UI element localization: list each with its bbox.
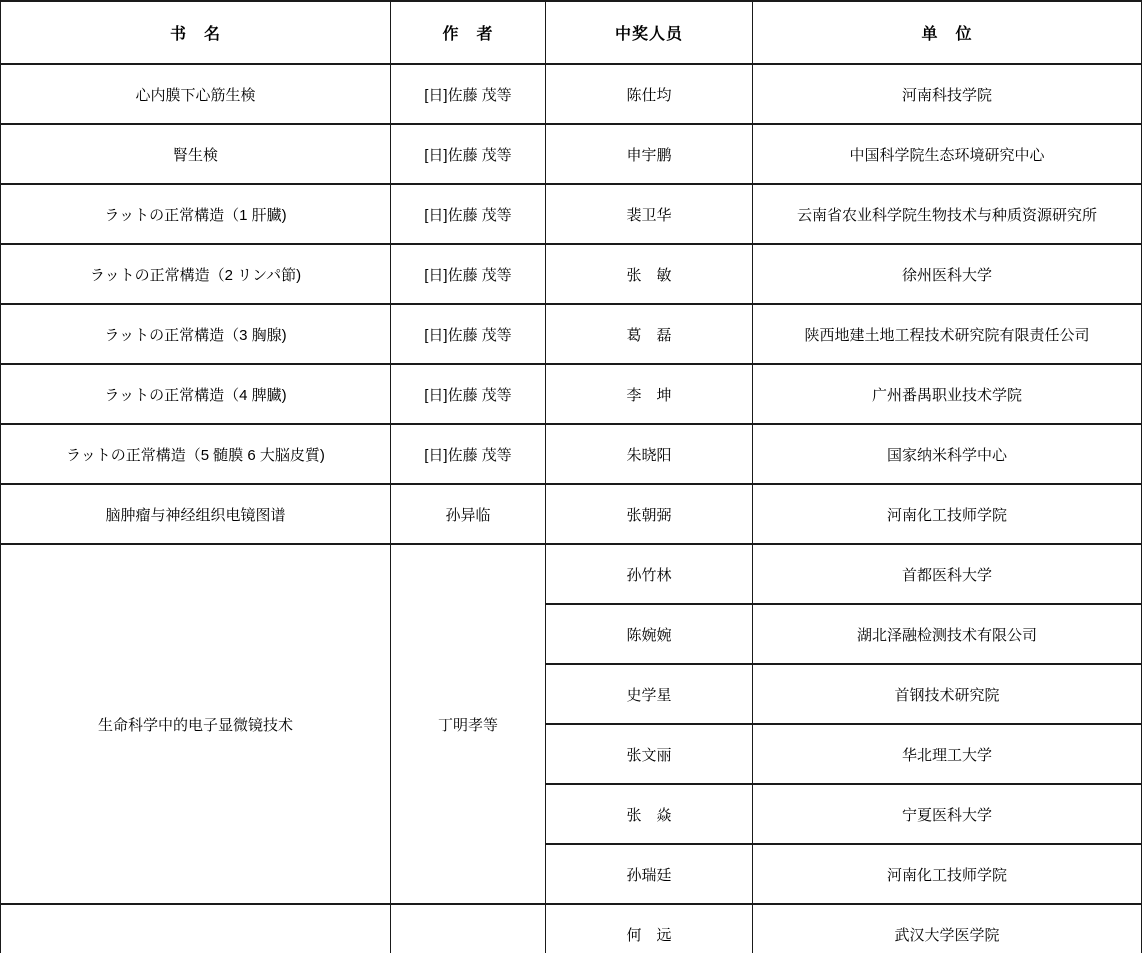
- organization-cell: 宁夏医科大学: [753, 784, 1142, 844]
- winner-name-cell: 申宇鹏: [546, 124, 753, 184]
- author-cell: [日]佐藤 茂等: [391, 364, 546, 424]
- header-row: [1, 1, 1142, 64]
- organization-cell: 湖北泽融检测技术有限公司: [753, 604, 1142, 664]
- winner-name-cell: 裴卫华: [546, 184, 753, 244]
- table-row: [1, 64, 1142, 124]
- winner-name-cell: 孙竹林: [546, 544, 753, 604]
- winner-name-cell: 陈婉婉: [546, 604, 753, 664]
- author-cell: [日]佐藤 茂等: [391, 64, 546, 124]
- winner-name-cell: 张文丽: [546, 724, 753, 784]
- organization-cell: 华北理工大学: [753, 724, 1142, 784]
- author-cell: [日]佐藤 茂等: [391, 124, 546, 184]
- author-cell: [391, 904, 546, 953]
- book-cell: ラットの正常構造（5 髄膜 6 大脳皮質): [1, 424, 391, 484]
- table-row: [1, 124, 1142, 184]
- winner-name-cell: 朱晓阳: [546, 424, 753, 484]
- organization-cell: 河南科技学院: [753, 64, 1142, 124]
- organization-cell: 云南省农业科学院生物技术与种质资源研究所: [753, 184, 1142, 244]
- table-row: [1, 544, 1142, 604]
- table-row: [1, 904, 1142, 953]
- header-author: 作 者: [391, 1, 546, 64]
- winner-name-cell: 孙瑞廷: [546, 844, 753, 904]
- organization-cell: 河南化工技师学院: [753, 844, 1142, 904]
- header-organization: 单 位: [753, 1, 1142, 64]
- book-cell: ラットの正常構造（1 肝臓): [1, 184, 391, 244]
- winner-name-cell: 葛 磊: [546, 304, 753, 364]
- book-cell: 生命科学中的电子显微镜技术: [1, 544, 391, 904]
- organization-cell: 中国科学院生态环境研究中心: [753, 124, 1142, 184]
- winner-name-cell: 何 远: [546, 904, 753, 953]
- organization-cell: 首钢技术研究院: [753, 664, 1142, 724]
- author-cell: [日]佐藤 茂等: [391, 304, 546, 364]
- winner-name-cell: 史学星: [546, 664, 753, 724]
- book-cell: ラットの正常構造（2 リンパ節): [1, 244, 391, 304]
- organization-cell: 徐州医科大学: [753, 244, 1142, 304]
- author-cell: 丁明孝等: [391, 544, 546, 904]
- book-cell: 脑肿瘤与神经组织电镜图谱: [1, 484, 391, 544]
- winner-name-cell: 李 坤: [546, 364, 753, 424]
- author-cell: 孙异临: [391, 484, 546, 544]
- organization-cell: 陕西地建土地工程技术研究院有限责任公司: [753, 304, 1142, 364]
- book-cell: ラットの正常構造（3 胸腺): [1, 304, 391, 364]
- organization-cell: 武汉大学医学院: [753, 904, 1142, 953]
- organization-cell: 河南化工技师学院: [753, 484, 1142, 544]
- table-row: [1, 424, 1142, 484]
- header-winner: 中奖人员: [546, 1, 753, 64]
- organization-cell: 国家纳米科学中心: [753, 424, 1142, 484]
- book-cell: 腎生検: [1, 124, 391, 184]
- winner-name-cell: 陈仕均: [546, 64, 753, 124]
- winner-name-cell: 张朝弼: [546, 484, 753, 544]
- author-cell: [日]佐藤 茂等: [391, 244, 546, 304]
- table-row: [1, 484, 1142, 544]
- book-cell: ラットの正常構造（4 脾臓): [1, 364, 391, 424]
- table-row: [1, 364, 1142, 424]
- table-row: [1, 244, 1142, 304]
- table-row: [1, 304, 1142, 364]
- table-row: [1, 184, 1142, 244]
- author-cell: [日]佐藤 茂等: [391, 184, 546, 244]
- table-body: [1, 64, 1142, 953]
- book-cell: [1, 904, 391, 953]
- book-cell: 心内膜下心筋生検: [1, 64, 391, 124]
- author-cell: [日]佐藤 茂等: [391, 424, 546, 484]
- winner-name-cell: 张 焱: [546, 784, 753, 844]
- header-book-name: 书 名: [1, 1, 391, 64]
- winner-name-cell: 张 敏: [546, 244, 753, 304]
- organization-cell: 首都医科大学: [753, 544, 1142, 604]
- organization-cell: 广州番禺职业技术学院: [753, 364, 1142, 424]
